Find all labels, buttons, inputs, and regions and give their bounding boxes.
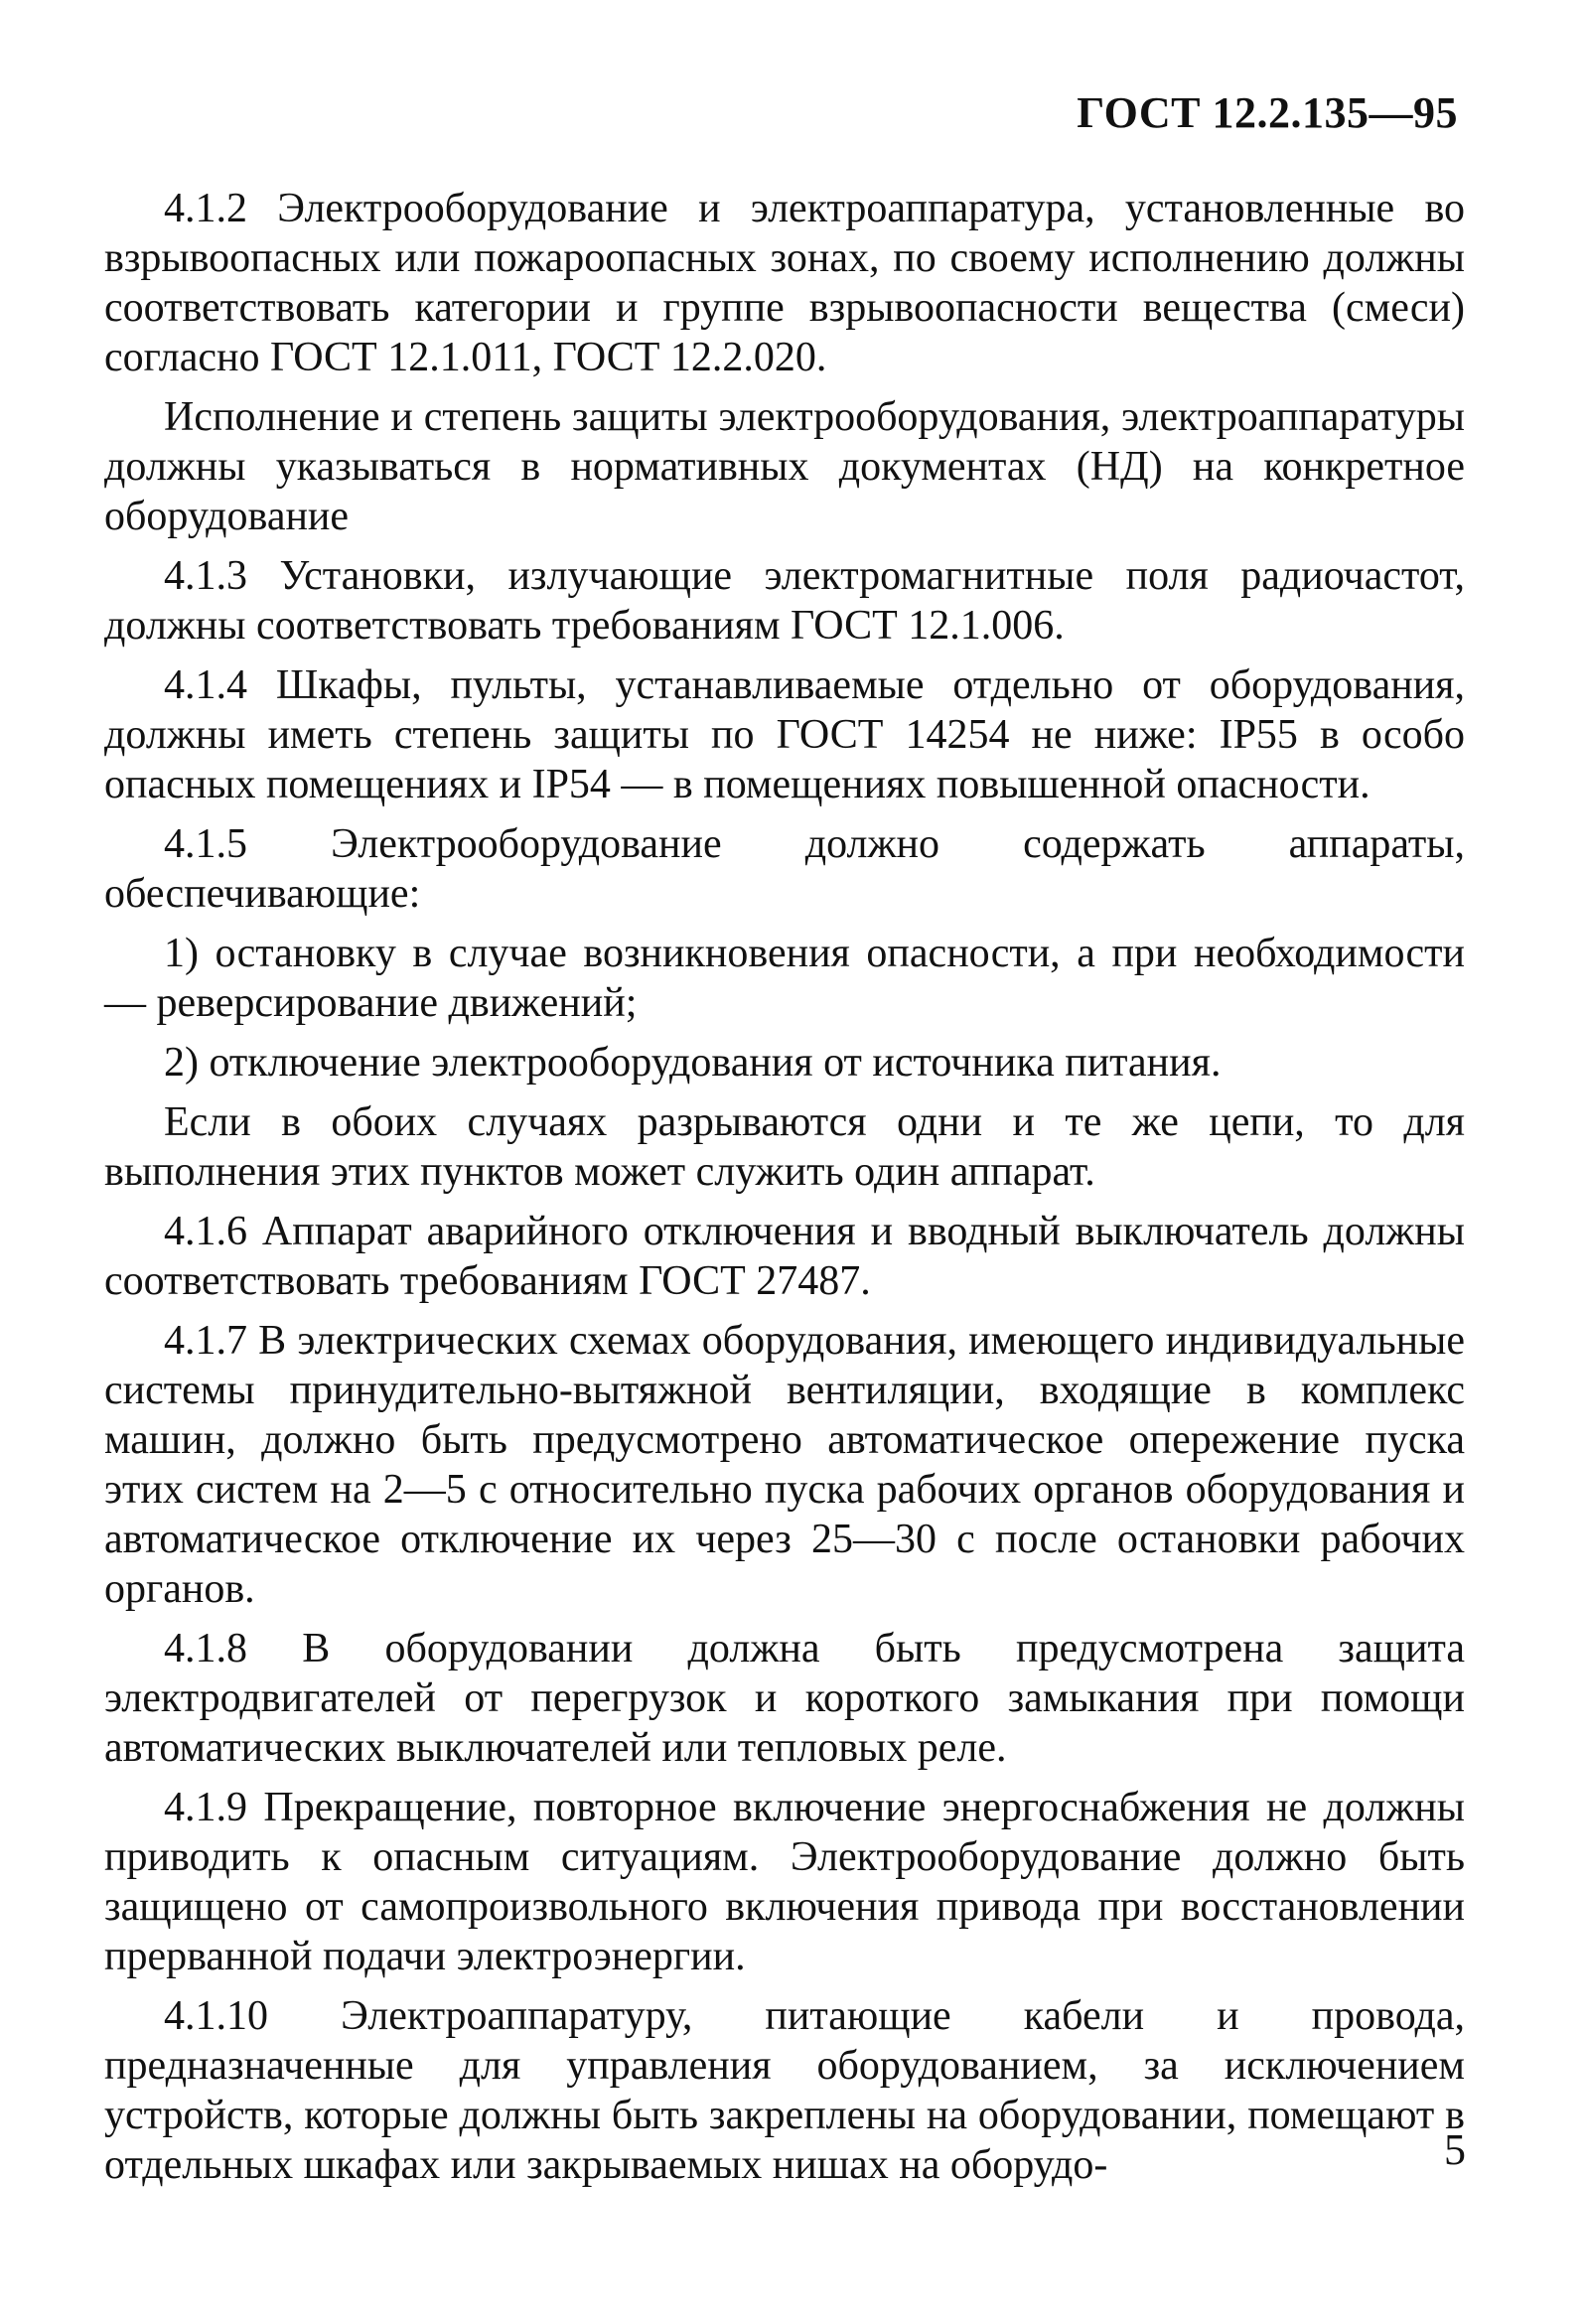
paragraph-4-1-5: 4.1.5 Электрооборудование должно содержать аппараты, обеспечивающие: [104,821,1465,917]
paragraph-same-circuits: Если в обоих случаях разрываются одни и те же цепи, то для выполнения этих пунктов может служить один аппарат. [104,1099,1465,1195]
paragraph-execution-protection: Исполнение и степень защиты электрооборудования, электроаппаратуры должны указываться в нормативных документах (НД) на конкретное оборудование [104,394,1465,539]
document-body [104,184,1465,2200]
paragraph-4-1-7: 4.1.7 В электрических схемах оборудования, имеющего индивидуальные системы принудительно-вытяжной вентиляции, входящие в комплекс машин, должно быть предусмотрено автоматическое опережение пуска этих систем на 2—5 с относительно пуска рабочих органов оборудования и автоматическое отключение их через 25—30 с после остановки рабочих органов. [104,1318,1465,1612]
paragraph-4-1-8: 4.1.8 В оборудовании должна быть предусмотрена защита электродвигателей от перегрузок и короткого замыкания при помощи автоматических выключателей или тепловых реле. [104,1626,1465,1771]
list-item-1: 1) остановку в случае возникновения опасности, а при необходимости — реверсирование движений; [104,931,1465,1026]
page-number: 5 [1444,2125,1466,2174]
document-header-id: ГОСТ 12.2.135—95 [1077,88,1458,137]
list-item-2: 2) отключение электрооборудования от источника питания. [164,1040,1222,1086]
paragraph-4-1-2: 4.1.2 Электрооборудование и электроаппаратура, установленные во взрывоопасных или пожароопасных зонах, по своему исполнению должны соответствовать категории и группе взрывоопасности вещества (смеси) согласно ГОСТ 12.1.011, ГОСТ 12.2.020. [104,186,1465,380]
paragraph-4-1-6: 4.1.6 Аппарат аварийного отключения и вводный выключатель должны соответствовать требованиям ГОСТ 27487. [104,1209,1465,1304]
paragraph-4-1-3: 4.1.3 Установки, излучающие электромагнитные поля радиочастот, должны соответствовать требованиям ГОСТ 12.1.006. [104,553,1465,649]
paragraph-4-1-10: 4.1.10 Электроаппаратуру, питающие кабели и провода, предназначенные для управления оборудованием, за исключением устройств, которые должны быть закреплены на оборудовании, помещают в отдельных шкафах или закрываемых нишах на оборудо- [104,1993,1465,2188]
paragraph-4-1-4: 4.1.4 Шкафы, пульты, устанавливаемые отдельно от оборудования, должны иметь степень защиты по ГОСТ 14254 не ниже: IP55 в особо опасных помещениях и IP54 — в помещениях повышенной опасности. [104,662,1465,807]
paragraph-4-1-9: 4.1.9 Прекращение, повторное включение энергоснабжения не должны приводить к опасным ситуациям. Электрооборудование должно быть защищено от самопроизвольного включения привода при восстановлении прерванной подачи электроэнергии. [104,1785,1465,1979]
